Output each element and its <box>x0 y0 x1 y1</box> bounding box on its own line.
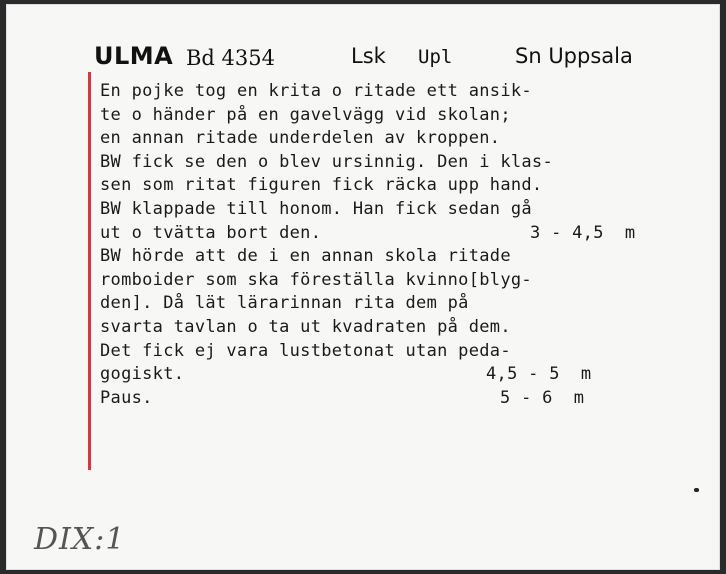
text-line <box>100 198 700 222</box>
line-text: BW fick se den o blev ursinnig. Den i klas- <box>100 151 553 172</box>
text-line <box>100 269 700 293</box>
text-line <box>100 292 700 316</box>
archive-label: ULMA <box>94 42 174 70</box>
time-measure: 4,5 - 5 m <box>486 364 592 385</box>
province-abbrev: Upl <box>418 46 453 68</box>
text-line <box>100 104 700 128</box>
ink-spot <box>694 488 699 492</box>
time-measure: 5 - 6 m <box>500 387 585 408</box>
red-margin-line <box>88 72 91 470</box>
line-text: gogiskt. <box>100 364 185 385</box>
text-line <box>100 151 700 175</box>
line-text: sen som ritat figuren fick räcka upp hand. <box>100 175 543 196</box>
handwritten-signature: DIX:1 <box>34 522 126 557</box>
text-line <box>100 127 700 151</box>
bleed-through-text <box>316 486 716 526</box>
text-line <box>100 340 700 364</box>
card-text <box>100 80 700 410</box>
text-line <box>100 387 700 411</box>
card-header <box>6 38 720 78</box>
line-text: te o händer på en gavelvägg vid skolan; <box>100 104 511 125</box>
record-code: Bd 4354 <box>186 46 275 70</box>
line-text: BW klappade till honom. Han fick sedan gå <box>100 198 532 219</box>
text-line <box>100 174 700 198</box>
line-text: ut o tvätta bort den. <box>100 222 322 243</box>
line-text: romboider som ska föreställa kvinno[blyg- <box>100 269 532 290</box>
archive-card <box>6 4 720 570</box>
parish-label: Sn Uppsala <box>515 44 633 68</box>
line-text: Det fick ej vara lustbetonat utan peda- <box>100 340 511 361</box>
line-text: BW hörde att de i en annan skola ritade <box>100 246 511 267</box>
time-measure: 3 - 4,5 m <box>530 222 636 243</box>
line-text: svarta tavlan o ta ut kvadraten på dem. <box>100 316 511 337</box>
line-text: Paus. <box>100 387 153 408</box>
line-text: den]. Då lät lärarinnan rita dem på <box>100 293 469 314</box>
text-line <box>100 222 700 246</box>
text-line <box>100 363 700 387</box>
text-line <box>100 245 700 269</box>
text-line <box>100 80 700 104</box>
line-text: en annan ritade underdelen av kroppen. <box>100 128 501 149</box>
landscape-abbrev: Lsk <box>351 44 386 68</box>
line-text: En pojke tog en krita o ritade ett ansik- <box>100 81 532 101</box>
text-line <box>100 316 700 340</box>
